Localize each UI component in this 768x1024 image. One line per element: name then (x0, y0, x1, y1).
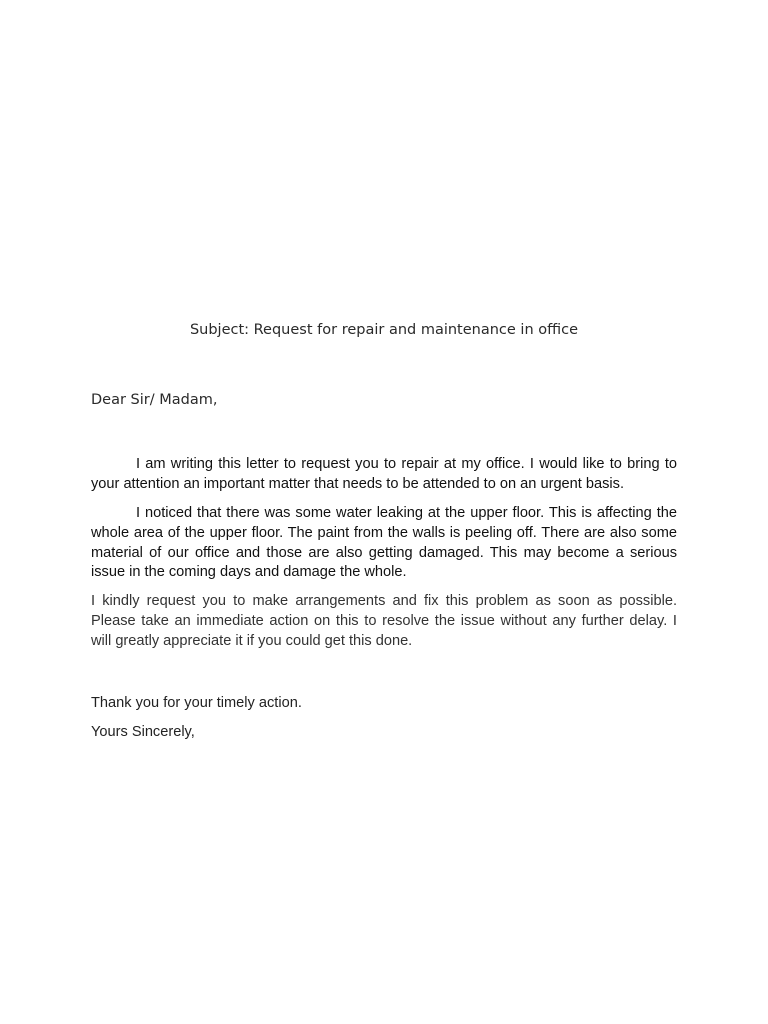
body-paragraph-1: I am writing this letter to request you to repair at my office. I would like to bring to your attention an important matter that needs to be attended to on an urgent basis. (91, 456, 677, 492)
letter-closing: Yours Sincerely, (91, 724, 195, 740)
letter-subject: Subject: Request for repair and maintenance in office (189, 322, 579, 338)
body-paragraph-3: I kindly request you to make arrangements and fix this problem as soon as possible. Please take an immediate action on this to resolve the issue without any further delay. I will greatly appreciate it if you could get this done. (91, 593, 677, 649)
letter-salutation: Dear Sir/ Madam, (91, 392, 218, 408)
letter-thanks: Thank you for your timely action. (91, 695, 302, 711)
body-paragraph-2: I noticed that there was some water leaking at the upper floor. This is affecting the whole area of the upper floor. The paint from the walls is peeling off. There are also some material of our office and those are also getting damaged. This may become a serious issue in the coming days and damage the whole. (91, 505, 677, 581)
